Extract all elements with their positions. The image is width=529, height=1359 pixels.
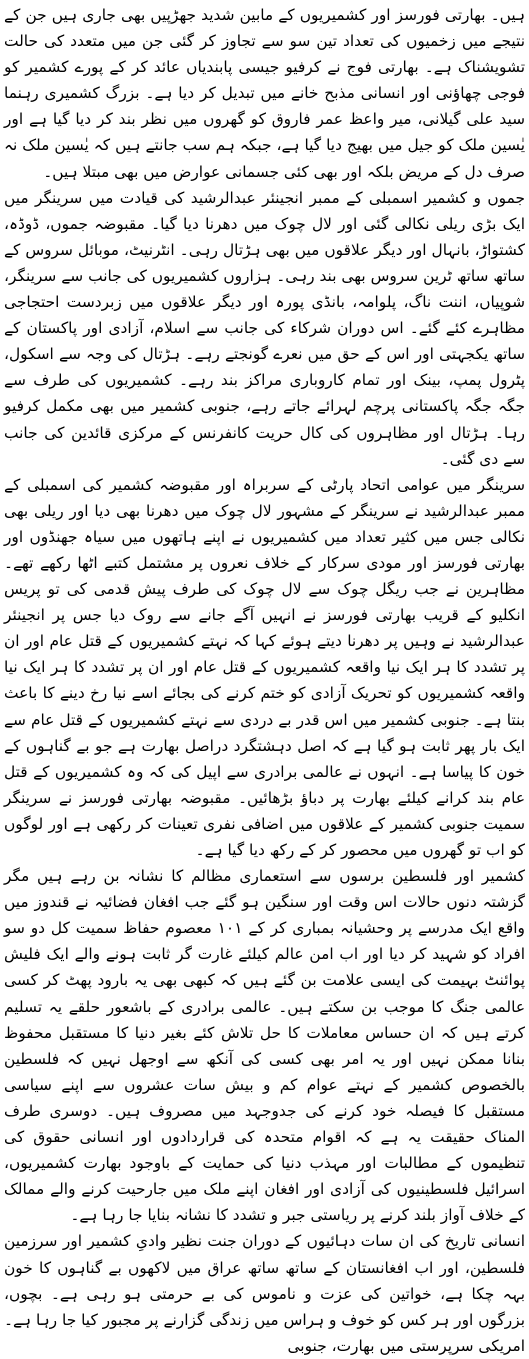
paragraph-2: جموں و کشمیر اسمبلی کے ممبر انجینئر عبدالرشید کی قیادت میں سرینگر میں ایک بڑی ریلی نکالی گئی اور لال چوک میں دھرنا دیا گیا۔ مقبوضہ جموں، ڈوڈہ، کشتواڑ، بانہال اور دیگر علاقوں میں بھی ہڑتال رہی۔ انٹرنیٹ، موبائل سروس کے ساتھ ساتھ ٹرین سروس بھی بند رہی۔ ہزاروں کشمیریوں کی جانب سے سرینگر، شوپیاں، اننت ناگ، پلوامہ، بانڈی پورہ اور دیگر علاقوں میں زبردست احتجاجی مظاہرے کئے گئے۔ اس دوران شرکاء کی جانب سے اسلام، آزادی اور پاکستان کے ساتھ یکجہتی اور اس کے حق میں نعرے گونجتے رہے۔ ہڑتال کی وجہ سے اسکول، پٹرول پمپ، بینک اور تمام کاروباری مراکز بند رہے۔ کشمیریوں کی طرف سے جگہ جگہ پاکستانی پرچم لہرائے جاتے رہے، جنوبی کشمیر میں بھی مکمل کرفیو رہا۔ ہڑتال اور مظاہروں کی کال حریت کانفرنس کے مرکزی قائدین کی جانب سے دی گئی۔: [4, 188, 525, 468]
paragraph-1: ہیں۔ بھارتی فورسز اور کشمیریوں کے مابین شدید جھڑپیں بھی جاری ہیں جن کے نتیجے میں زخمیوں کی تعداد تین سو سے تجاوز کر گئی جن میں متعدد کی حالت تشویشناک ہے۔ بھارتی فوج نے کرفیو جیسی پابندیاں عائد کر کے پورے کشمیر کو فوجی چھاؤنی اور انسانی مذبح خانے میں تبدیل کر دیا ہے۔ بزرگ کشمیری رہنما سید علی گیلانی، میر واعظ عمر فاروق کو گھروں میں نظر بند کر دیا گیا ہے اور یٰسین ملک کو جیل میں بھیج دیا گیا ہے، جبکہ ہم سب جانتے ہیں کہ یٰسین ملک نہ صرف دل کے مریض بلکہ اور بھی کئی جسمانی عوارض میں بھی مبتلا ہیں۔: [4, 6, 525, 181]
paragraph-3: سرینگر میں عوامی اتحاد پارٹی کے سربراہ اور مقبوضہ کشمیر کی اسمبلی کے ممبر عبدالرشید نے سرینگر کے مشہور لال چوک میں دھرنا بھی دیا اور ریلی بھی نکالی جس میں کثیر تعداد میں کشمیریوں نے اپنے ہاتھوں میں سیاہ جھنڈوں اور بھارتی فورسز اور مودی سرکار کے خلاف نعروں پر مشتمل کتبے اٹھا رکھے تھے۔ مظاہرین نے جب ریگل چوک سے لال چوک کی طرف پیش قدمی کی تو پریس انکلیو کے قریب بھارتی فورسز نے انہیں آگے جانے سے روک دیا جس پر انجینئر عبدالرشید نے وہیں پر دھرنا دیتے ہوئے کہا کہ نہتے کشمیریوں کے قتل عام اور ان پر تشدد کا ہر ایک نیا واقعہ کشمیریوں کے قتل عام اور ان پر تشدد کا ہر ایک نیا واقعہ کشمیریوں کو تحریک آزادی کو ختم کرنے کی بجائے اسے نیا رخ دینے کا باعث بنتا ہے۔ جنوبی کشمیر میں اس قدر بے دردی سے نہتے کشمیریوں کے قتل عام سے ایک بار پھر ثابت ہو گیا ہے کہ اصل دہشتگرد دراصل بھارت ہے جو بے گناہوں کے خون کا پیاسا ہے۔ انہوں نے عالمی برادری سے اپیل کی کہ وہ کشمیریوں کے قتل عام بند کرانے کیلئے بھارت پر دباؤ بڑھائیں۔ مقبوضہ بھارتی فورسز نے سرینگر سمیت جنوبی کشمیر کے علاقوں میں اضافی نفری تعینات کر رکھی ہے اور لوگوں کو اب تو گھروں میں محصور کر کے رکھ دیا گیا ہے۔: [4, 475, 525, 859]
paragraph-4: کشمیر اور فلسطین برسوں سے استعماری مظالم کا نشانہ بن رہے ہیں مگر گزشتہ دنوں حالات اس وقت اور سنگین ہو گئے جب افغان فضائیہ نے قندوز میں واقع ایک مدرسے پر وحشیانہ بمباری کر کے ۱۰۱ معصوم حفاظ سمیت کل دو سو افراد کو شہید کر دیا اور اب امن عالم کیلئے غارت گر ثابت ہونے والے ایک فلیش پوائنٹ بہیمت کی ایسی علامت بن گئے ہیں کہ کبھی بھی یہ بارود پھٹ کر کسی عالمی جنگ کا موجب بن سکتے ہیں۔ عالمی برادری کے باشعور حلقے یہ تسلیم کرتے ہیں کہ ان حساس معاملات کا حل تلاش کئے بغیر دنیا کا مستقبل محفوظ بنانا ممکن نہیں اور یہ امر بھی کسی کی آنکھ سے اوجھل نہیں کہ فلسطین بالخصوص کشمیر کے نہتے عوام کم و بیش سات عشروں سے اپنے سیاسی مستقبل کا فیصلہ خود کرنے کی جدوجہد میں مصروف ہیں۔ دوسری طرف المناک حقیقت یہ ہے کہ اقوام متحدہ کی قراردادوں اور انسانی حقوق کی تنظیموں کے مطالبات اور مہذب دنیا کی حمایت کے باوجود بھارت کشمیریوں، اسرائیل فلسطینیوں کی آزادی اور افغان اپنے ملک میں جارحیت کرنے والے ممالک کے خلاف آواز بلند کرنے پر ریاستی جبر و تشدد کا نشانہ بنایا جا رہا ہے۔: [4, 867, 525, 1225]
article-body: [4, 2, 525, 1355]
paragraph-5: انسانی تاریخ کی ان سات دہائیوں کے دوران جنت نظیر وادیِ کشمیر اور سرزمین فلسطین، اور اب افغانستان کے ساتھ ساتھ عراق میں لاکھوں بے گناہوں کا خون بہہ چکا ہے، خواتین کی عزت و ناموس کی بے حرمتی ہو رہی ہے۔ بچوں، بزرگوں اور ہر کس کو خوف و ہراس میں زندگی گزارنے پر مجبور کیا جا رہا ہے۔ امریکی سرپرستی میں بھارت، جنوبی: [4, 1232, 525, 1355]
